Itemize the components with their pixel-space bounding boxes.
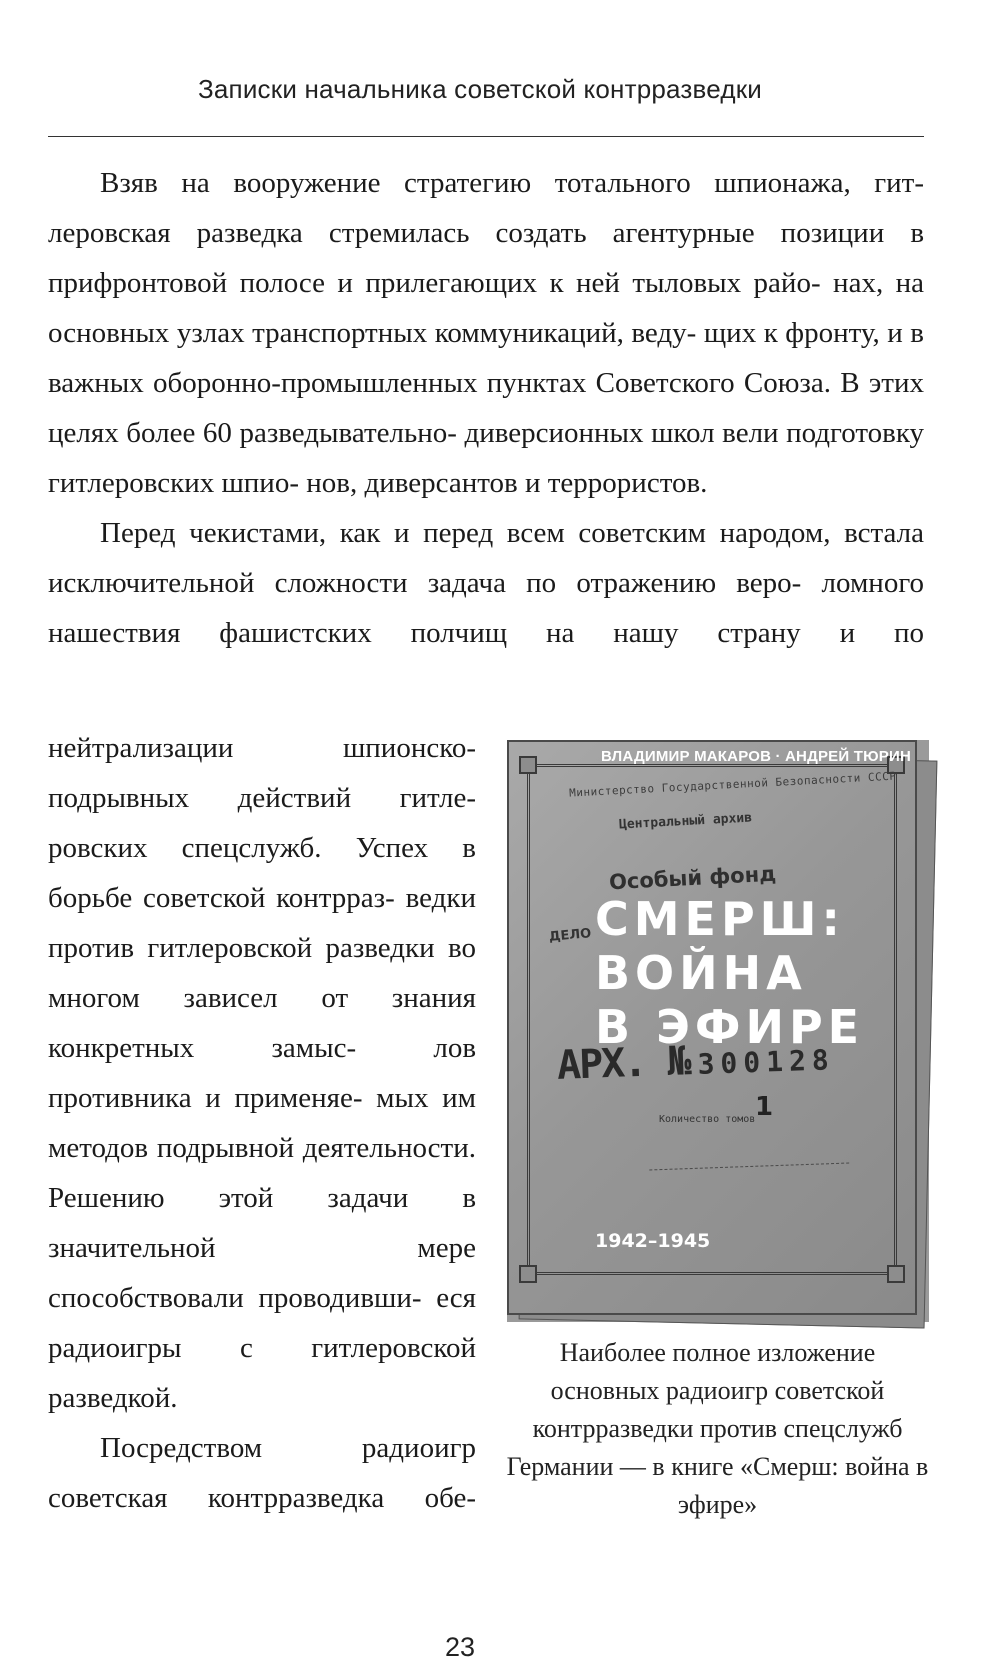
- p2c-line: задачи в значительной мере: [48, 1182, 477, 1264]
- p1-line: нах, на основных узлах транспортных коммуникаций, веду-: [48, 267, 925, 349]
- folder-front-sheet: [507, 740, 917, 1315]
- cover-stamp-archive: Центральный архив: [618, 810, 753, 833]
- p2c-line: деятельности. Решению этой: [48, 1132, 476, 1214]
- p2-line: Перед чекистами, как и перед всем советским народом,: [100, 517, 831, 549]
- body-text-column: [48, 723, 476, 1523]
- arx-number: 300128: [697, 1043, 836, 1081]
- p2-line: ломного нашествия фашистских полчищ на нашу страну и по: [48, 567, 924, 649]
- p2c-line: разведкой.: [48, 1382, 178, 1414]
- cover-archive-number: [556, 1033, 835, 1089]
- p1-line: диверсионных школ вели подготовку гитлеровских шпио-: [48, 417, 925, 499]
- cover-authors: ВЛАДИМИР МАКАРОВ · АНДРЕЙ ТЮРИН: [600, 748, 911, 765]
- p2c-line: еся радиоигры с гитлеровской: [48, 1282, 476, 1364]
- book-cover-image: [507, 740, 929, 1322]
- p2c-line: нейтрализации шпионско-: [48, 732, 476, 764]
- cover-stamp-fund: Особый фонд: [608, 861, 777, 895]
- p2c-line: способствовали проводивши-: [48, 1282, 422, 1314]
- p3-line: советская контрразведка обе-: [48, 1482, 476, 1514]
- p2c-line: ведки против гитлеровской: [48, 882, 476, 964]
- cover-years: 1942–1945: [595, 1230, 711, 1252]
- paragraph-3: [48, 1423, 476, 1523]
- paragraph-1: [48, 158, 924, 508]
- p2c-line: ровских спецслужб. Успех: [48, 832, 429, 864]
- cover-title-line: ВОЙНА: [595, 946, 807, 1000]
- cover-stamp-ministry: Министерство Государственной Безопасности СССР: [568, 769, 897, 800]
- p2c-line: лов противника и применяе-: [48, 1032, 477, 1114]
- p1-line: нов, диверсантов и террористов.: [306, 467, 708, 499]
- p2c-line: в борьбе советской контрраз-: [48, 832, 476, 914]
- cover-copies-value: 1: [755, 1092, 774, 1122]
- p2c-line: от знания конкретных замыс-: [48, 982, 477, 1064]
- frame-corner: [519, 1265, 537, 1283]
- header-rule: [48, 136, 924, 137]
- running-head: Записки начальника советской контрразведки: [197, 74, 762, 104]
- arx-label: АРХ. №: [556, 1038, 691, 1089]
- p2-line: встала исключительной сложности задача по отражению веро-: [48, 517, 924, 599]
- p1-line: леровская разведка стремилась создать агентурные позиции: [48, 217, 885, 249]
- cover-copies-label: Количество томов: [659, 1114, 756, 1125]
- page-number: 23: [444, 1632, 476, 1662]
- p2c-line: мых им методов подрывной: [48, 1082, 476, 1164]
- p2c-line: разведки во многом зависел: [48, 932, 476, 1014]
- cover-title-line: В ЭФИРЕ: [595, 1000, 865, 1054]
- cover-title: [595, 892, 915, 1054]
- figure-caption: Наиболее полное изложение основных радиоигр советской контрразведки против спецслужб Германии — в книге «Смерш: война в эфире»: [506, 1338, 929, 1519]
- p2c-line: подрывных действий гитле-: [48, 782, 476, 814]
- p1-line: в прифронтовой полосе и прилегающих к ней тыловых райо-: [48, 217, 925, 299]
- p1-line: щих к фронту, и в важных оборонно-промышленных пунктах: [48, 317, 924, 399]
- p1-line: Взяв на вооружение стратегию тотального шпионажа, гит-: [100, 167, 924, 199]
- cover-title-line: СМЕРШ:: [595, 892, 845, 946]
- paragraph-2: [48, 508, 924, 658]
- body-text-full-width: [48, 158, 924, 658]
- frame-corner: [887, 1265, 905, 1283]
- paragraph-2-continued: [48, 723, 476, 1423]
- cover-stamp-delo: ДЕЛО: [548, 926, 592, 945]
- p3-line: Посредством радиоигр: [100, 1432, 476, 1464]
- p1-line: Советского Союза. В этих целях более 60 разведывательно-: [48, 367, 925, 449]
- book-figure: [505, 740, 930, 1524]
